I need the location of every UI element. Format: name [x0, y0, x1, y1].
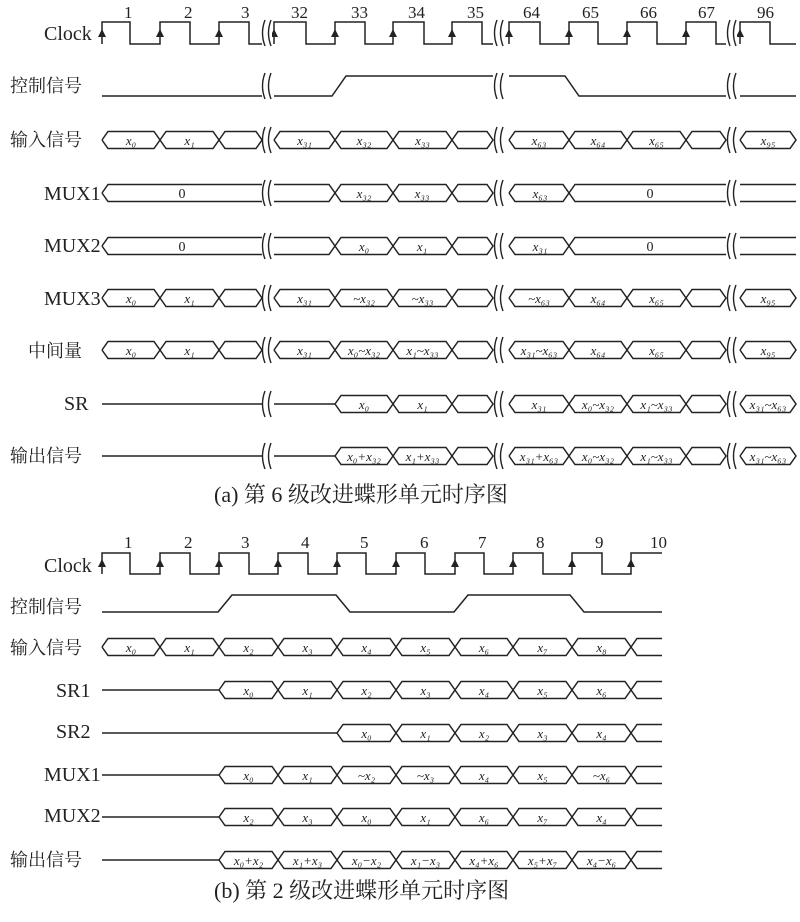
bus-cell-value: x₆₄ — [590, 133, 606, 148]
bus-cell-value: x₃₃ — [414, 186, 430, 201]
signal-label-mux2: MUX2 — [44, 235, 101, 257]
bus-cell-value: x₃₁ — [297, 291, 312, 306]
bus-row — [102, 809, 662, 826]
bus-cell — [686, 342, 726, 359]
caption-a: (a) 第 6 级改进蝶形单元时序图 — [214, 482, 508, 507]
bus-cell-value: ~x₃ — [416, 768, 435, 783]
clock-number: 66 — [640, 3, 657, 22]
signal-label-mux1: MUX1 — [44, 764, 101, 786]
bus-row — [102, 767, 662, 784]
signal-label-control: 控制信号 — [10, 76, 82, 97]
signal-label-input: 输入信号 — [10, 638, 82, 659]
signal-label-sr: SR — [64, 393, 89, 415]
bus-cell-value: x₉₅ — [760, 343, 776, 358]
bus-cell — [631, 725, 662, 742]
clock-number: 7 — [478, 533, 487, 552]
bus-cell-value: x₃₁ — [532, 239, 548, 254]
bus-cell-value: x₀~x₃₂ — [347, 343, 381, 358]
bus-cell-value: x₁ — [416, 239, 428, 254]
bus-row — [102, 238, 796, 256]
bus-cell-value: x₀ — [361, 810, 372, 825]
bus-cell — [452, 185, 493, 202]
clock-number: 8 — [536, 533, 545, 552]
bus-cell-value: x₀ — [243, 683, 254, 698]
caption-b: (b) 第 2 级改进蝶形单元时序图 — [214, 878, 510, 903]
bus-cell-value: ~x₃₂ — [353, 291, 375, 306]
clock-number: 3 — [241, 3, 250, 22]
clock-number: 5 — [360, 533, 369, 552]
bus-cell-value: x₁+x₃₃ — [405, 449, 440, 464]
bus-cell-value: x₅ — [420, 640, 431, 655]
clock-waveform-a — [102, 22, 796, 44]
bus-rows-a — [102, 132, 796, 465]
clock-number: 35 — [467, 3, 484, 22]
bus-cell-value: 0 — [178, 240, 186, 255]
bus-cell-value: x₃₁~x₆₃ — [520, 343, 558, 358]
signal-label-output: 输出信号 — [10, 850, 82, 871]
bus-cell-value: x₃₁ — [297, 133, 312, 148]
bus-cell-value: x₃₁~x₆₃ — [749, 449, 787, 464]
bus-row — [102, 185, 796, 203]
signal-label-input: 输入信号 — [10, 130, 82, 151]
clock-number: 1 — [124, 3, 133, 22]
bus-cell-value: x₇ — [537, 810, 548, 825]
bus-cell-value: x₃ — [302, 810, 313, 825]
bus-row — [102, 448, 796, 465]
bus-cell-value: x₆₃ — [532, 186, 548, 201]
bus-cell-value: x₀−x₂ — [351, 853, 382, 868]
bus-cell-value: x₆₄ — [590, 343, 606, 358]
clock-number: 6 — [420, 533, 429, 552]
clock-number: 4 — [301, 533, 310, 552]
signal-label-output: 输出信号 — [10, 446, 82, 467]
bus-cell-value: x₅ — [537, 683, 548, 698]
clock-label: Clock — [44, 23, 92, 45]
bus-cell-value: x₃₂ — [356, 133, 372, 148]
bus-row — [102, 852, 662, 869]
bus-cell — [274, 238, 335, 255]
bus-cell-value: x₃₁ — [297, 343, 312, 358]
bus-cell — [452, 448, 493, 465]
bus-row — [102, 132, 796, 149]
bus-cell-value: x₉₅ — [760, 133, 776, 148]
bus-cell — [452, 290, 493, 307]
bus-cell-value: x₆₅ — [649, 343, 664, 358]
bus-cell-value: x₅+x₇ — [527, 853, 558, 868]
bus-cell-value: x₃₁ — [531, 397, 547, 412]
bus-cell-value: x₅ — [537, 768, 548, 783]
bus-cell-value: x₀ — [358, 239, 370, 254]
signal-label-mux1: MUX1 — [44, 183, 101, 205]
clock-number: 1 — [124, 533, 133, 552]
clock-number: 10 — [650, 533, 667, 552]
bus-cell-value: x₂ — [361, 683, 372, 698]
bus-cell-value: x₂ — [478, 726, 490, 741]
clock-number: 32 — [291, 3, 308, 22]
bus-cell-value: x₄ — [596, 810, 607, 825]
signal-label-mux3: MUX3 — [44, 288, 101, 310]
bus-cell-value: x₀ — [125, 133, 137, 148]
bus-cell-value: x₀~x₃₂ — [581, 449, 615, 464]
bus-cell-value: x₃₁+x₆₃ — [519, 449, 559, 464]
bus-cell-value: x₀+x₂ — [233, 853, 264, 868]
bus-cell-value: ~x₆ — [592, 768, 611, 783]
bus-row — [102, 725, 662, 742]
bus-cell-value: x₁+x₃ — [292, 853, 323, 868]
bus-cell — [686, 448, 726, 465]
clock-cycle-numbers-a — [124, 3, 774, 22]
bus-cell-value: x₀ — [358, 397, 370, 412]
bus-cell — [740, 238, 796, 255]
bus-cell-value: x₀+x₃₂ — [347, 449, 381, 464]
bus-cell-value: 0 — [646, 240, 654, 255]
signal-label-mux2: MUX2 — [44, 805, 101, 827]
clock-number: 34 — [408, 3, 425, 22]
bus-cell-value: x₆₅ — [649, 291, 664, 306]
bus-cell-value: x₆ — [596, 683, 607, 698]
bus-cell-value: x₁ — [184, 343, 195, 358]
control-signal-waveform-b — [102, 595, 662, 612]
signal-label-intermediate: 中间量 — [28, 341, 82, 362]
clock-label: Clock — [44, 555, 92, 577]
bus-row — [102, 290, 796, 307]
diagram-b — [10, 533, 667, 903]
bus-cell — [452, 238, 493, 255]
bus-cell-value: x₆ — [478, 640, 490, 655]
bus-cell-value: x₆₅ — [649, 133, 664, 148]
bus-cell-value: x₇ — [537, 640, 548, 655]
bus-cell-value: 0 — [646, 187, 654, 202]
bus-cell — [452, 396, 493, 413]
clock-number: 33 — [351, 3, 368, 22]
bus-cell-value: x₁~x₃₃ — [640, 449, 673, 464]
bus-cell-value: x₀ — [243, 768, 254, 783]
bus-cell — [686, 290, 726, 307]
bus-cell-value: x₁~x₃₃ — [406, 343, 439, 358]
bus-row — [102, 639, 662, 656]
bus-cell-value: x₃ — [537, 726, 548, 741]
bus-cell-value: x₁ — [184, 133, 195, 148]
bus-cell-value: x₃ — [302, 640, 313, 655]
bus-cell-value: x₃ — [420, 683, 431, 698]
clock-number: 96 — [757, 3, 774, 22]
bus-cell-value: x₄ — [361, 640, 372, 655]
bus-cell-value: x₁ — [184, 291, 195, 306]
bus-cell-value: x₁~x₃₃ — [640, 397, 673, 412]
bus-cell — [631, 852, 662, 869]
bus-cell-value: ~x₃₃ — [411, 291, 434, 306]
bus-cell-value: x₃₂ — [356, 186, 372, 201]
control-signal-waveform-a — [102, 76, 796, 96]
clock-number: 9 — [595, 533, 604, 552]
signal-label-control: 控制信号 — [10, 597, 82, 618]
clock-number: 2 — [184, 533, 193, 552]
clock-number: 64 — [523, 3, 540, 22]
bus-cell — [219, 342, 262, 359]
bus-cell — [740, 185, 796, 202]
bus-cell — [686, 132, 726, 149]
bus-cell-value: x₈ — [596, 640, 607, 655]
bus-row — [102, 682, 662, 699]
bus-cell-value: x₁ — [184, 640, 195, 655]
bus-cell-value: x₆₃ — [531, 133, 547, 148]
bus-cell-value: ~x₂ — [357, 768, 376, 783]
bus-cell-value: x₄ — [478, 683, 490, 698]
clock-number: 3 — [241, 533, 250, 552]
bus-cell-value: x₂ — [243, 640, 254, 655]
bus-cell-value: x₄+x₆ — [469, 853, 499, 868]
clock-number: 2 — [184, 3, 193, 22]
bus-cell-value: x₁ — [420, 726, 431, 741]
bus-cell-value: x₀ — [361, 726, 372, 741]
bus-cell — [452, 342, 493, 359]
bus-cell-value: x₂ — [243, 810, 254, 825]
bus-cell-value: x₃₃ — [415, 133, 430, 148]
bus-cell — [452, 132, 493, 149]
clock-number: 65 — [582, 3, 599, 22]
bus-cell-value: x₁ — [302, 768, 313, 783]
bus-cell-value: x₃₁~x₆₃ — [749, 397, 787, 412]
bus-cell — [631, 767, 662, 784]
signal-label-sr2: SR2 — [56, 721, 91, 743]
bus-cell — [686, 396, 726, 413]
bus-cell — [219, 132, 262, 149]
bus-cell — [631, 682, 662, 699]
bus-cell-value: ~x₆₃ — [528, 291, 550, 306]
bus-cell-value: x₁ — [302, 683, 313, 698]
bus-cell-value: x₁ — [417, 397, 428, 412]
bus-rows-b — [102, 639, 662, 869]
bus-cell-value: x₆₄ — [590, 291, 606, 306]
diagram-a — [10, 3, 796, 507]
bus-cell-value: x₆ — [478, 810, 490, 825]
bus-cell-value: 0 — [178, 187, 186, 202]
bus-cell — [631, 639, 662, 656]
bus-cell-value: x₀ — [125, 343, 137, 358]
bus-cell-value: x₉₅ — [760, 291, 776, 306]
bus-cell — [631, 809, 662, 826]
clock-number: 67 — [698, 3, 715, 22]
bus-cell — [274, 185, 335, 202]
bus-cell-value: x₁ — [420, 810, 431, 825]
clock-waveform-b — [102, 553, 662, 574]
clock-edge-arrows-a — [98, 29, 744, 37]
bus-cell-value: x₄−x₆ — [586, 853, 617, 868]
bus-cell-value: x₁−x₃ — [410, 853, 441, 868]
bus-cell-value: x₀ — [125, 291, 137, 306]
bus-cell — [219, 290, 262, 307]
bus-cell-value: x₀~x₃₂ — [581, 397, 615, 412]
signal-label-sr1: SR1 — [56, 680, 91, 702]
bus-cell-value: x₄ — [478, 768, 490, 783]
clock-cycle-numbers-b — [124, 533, 667, 552]
bus-row — [102, 396, 796, 413]
bus-cell-value: x₄ — [596, 726, 607, 741]
bus-row — [102, 342, 796, 359]
bus-cell-value: x₀ — [125, 640, 137, 655]
